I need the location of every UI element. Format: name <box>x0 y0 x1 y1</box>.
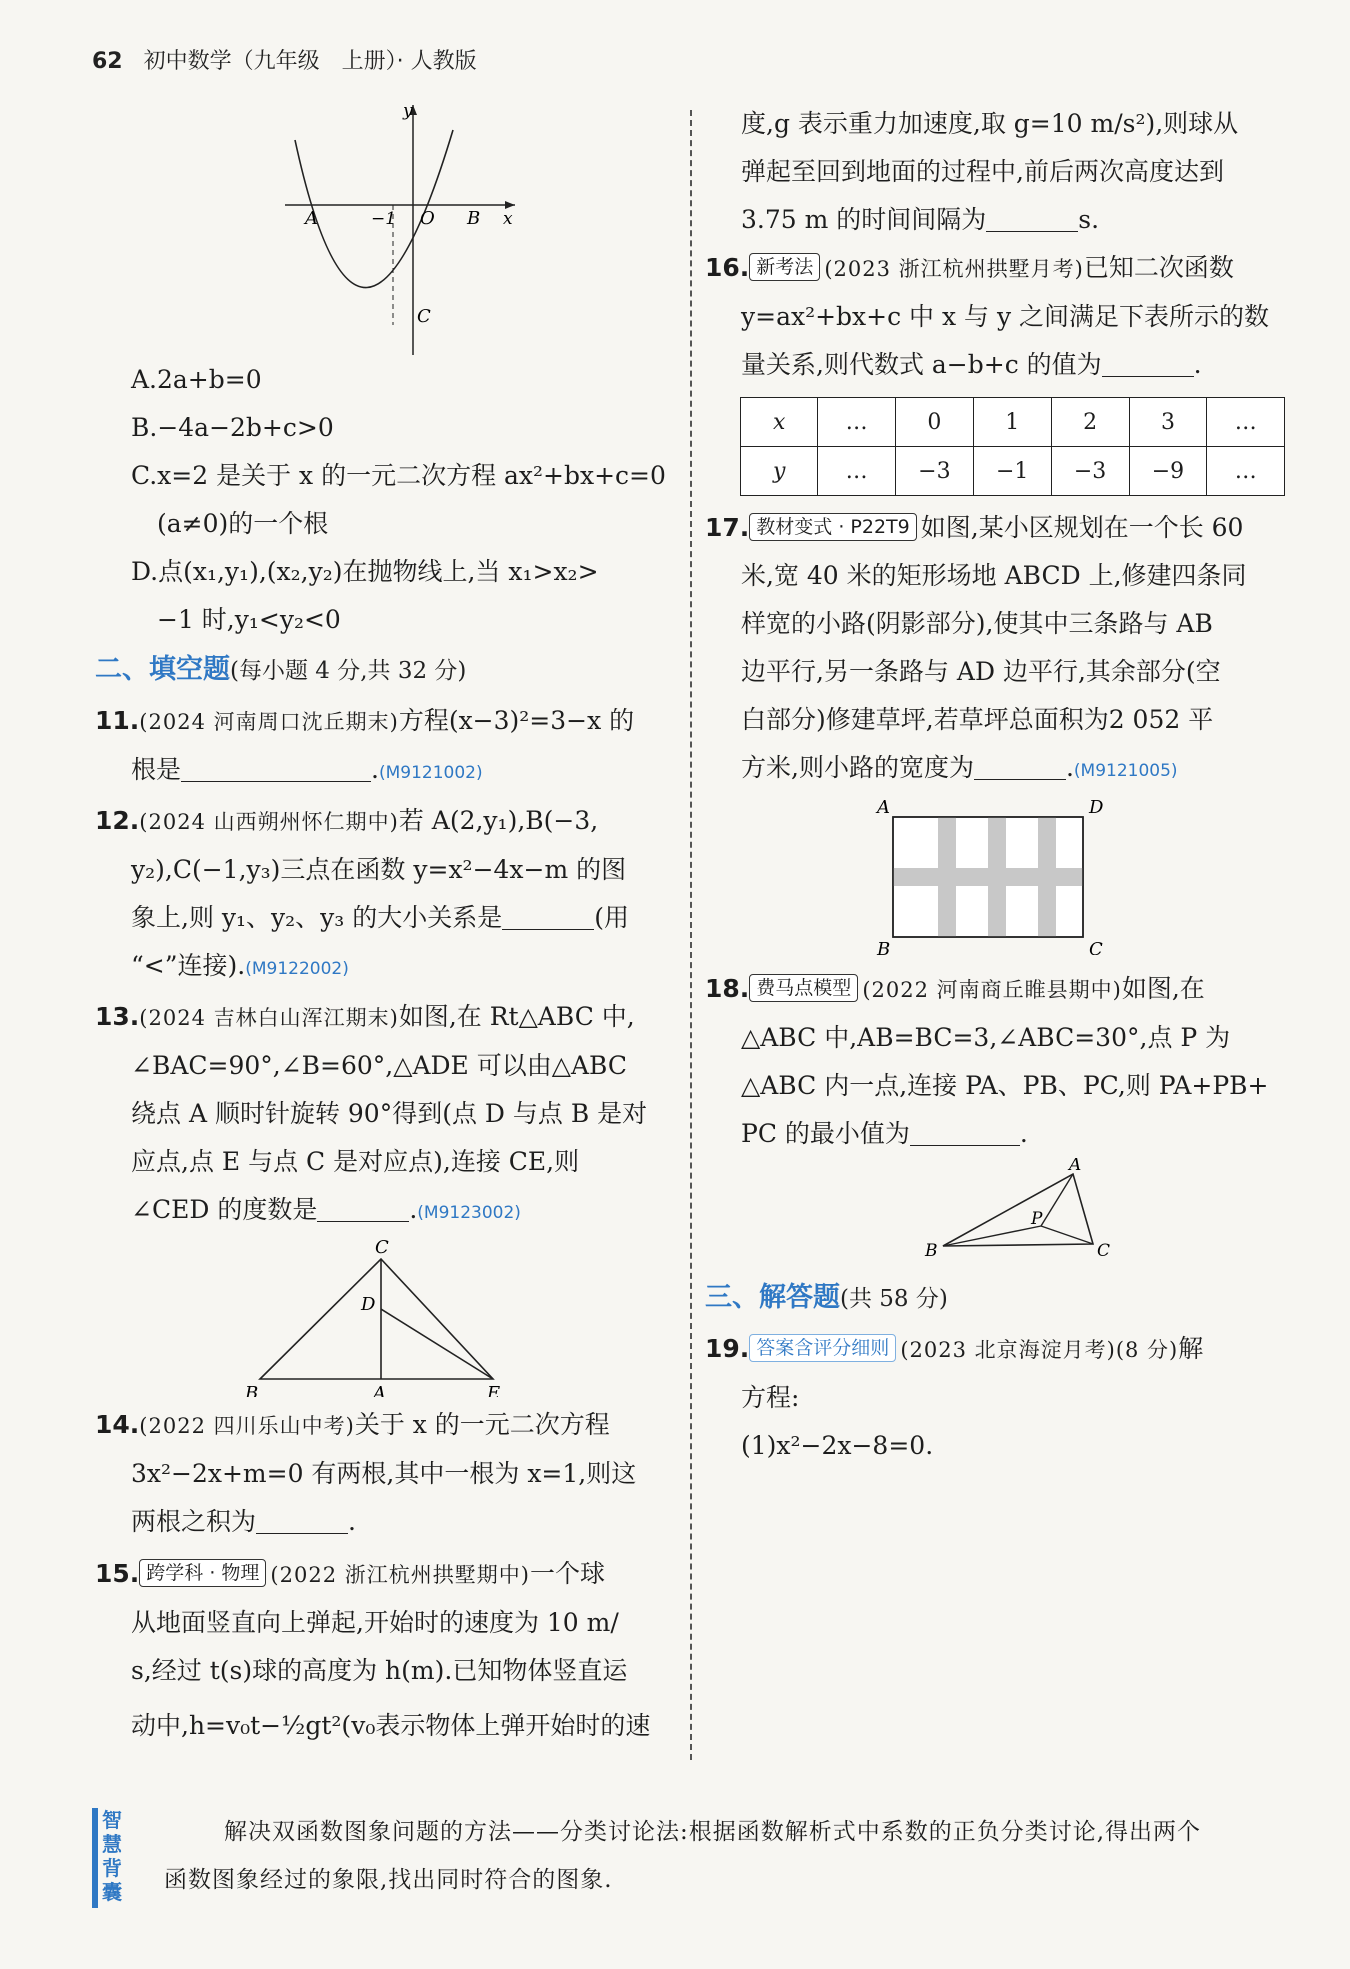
option-a: A.2a+b=0 <box>131 365 262 394</box>
q11-number: 11. <box>95 706 140 735</box>
table-cell: 0 <box>895 398 973 447</box>
q13-line4: 应点,点 E 与点 C 是对应点),连接 CE,则 <box>131 1147 580 1176</box>
q12-source: (2024 山西朔州怀仁期中) <box>139 810 399 834</box>
q12-text3: 象上,则 y₁、y₂、y₃ 的大小关系是 <box>131 903 503 932</box>
q13-end: . <box>409 1195 418 1224</box>
table-cell: 3 <box>1129 398 1207 447</box>
q11-line1 <box>95 697 680 746</box>
q15-number: 15. <box>95 1559 140 1588</box>
q14-text1: 关于 x 的一元二次方程 <box>354 1410 610 1439</box>
q17-answer-blank[interactable] <box>974 749 1066 780</box>
q15-end: s. <box>1078 205 1100 234</box>
q12-text4: “<”连接). <box>131 951 246 980</box>
label-b: B <box>467 208 481 229</box>
q12-text1: 若 A(2,y₁),B(−3, <box>398 806 599 835</box>
q11-source: (2024 河南周口沈丘期末) <box>139 710 399 734</box>
q17-code: (M9121005) <box>1073 761 1178 781</box>
q18-answer-blank[interactable] <box>910 1115 1020 1146</box>
q13-line1 <box>95 993 680 1042</box>
q16-end: . <box>1193 350 1202 379</box>
q18-source: (2022 河南商丘睢县期中) <box>862 978 1122 1002</box>
left-column <box>95 100 680 1757</box>
q18-end: . <box>1019 1119 1028 1148</box>
q17-line2: 米,宽 40 米的矩形场地 ABCD 上,修建四条同 <box>741 561 1247 590</box>
fermat-label-p: P <box>1031 1209 1043 1229</box>
q11-code: (M9121002) <box>378 763 483 783</box>
label-o: O <box>420 208 435 229</box>
tip-text <box>164 1808 1201 1904</box>
q16-line3 <box>705 341 1285 389</box>
q16-number: 16. <box>705 253 750 282</box>
q15-answer-blank[interactable] <box>986 201 1078 232</box>
figure-triangle <box>95 1237 680 1397</box>
tri-label-b: B <box>245 1383 259 1397</box>
q11-answer-blank[interactable] <box>181 751 371 782</box>
q12-line1 <box>95 797 680 846</box>
q16-line1 <box>705 244 1285 293</box>
rect-label-a: A <box>877 797 890 818</box>
table-cell: … <box>818 398 896 447</box>
page-header <box>92 44 477 75</box>
q14-line1 <box>95 1401 680 1450</box>
right-column <box>705 100 1285 1470</box>
tip-title: 智慧背囊 <box>102 1808 122 1904</box>
section-title: 二、填空题 <box>95 654 230 685</box>
q13-source: (2024 吉林白山浑江期末) <box>139 1006 399 1030</box>
q15-cont-line2: 弹起至回到地面的过程中,前后两次高度达到 <box>741 157 1224 186</box>
tri-label-d: D <box>361 1294 376 1315</box>
figure-parabola <box>95 100 680 360</box>
q15-cont-line1: 度,g 表示重力加速度,取 g=10 m/s²),则球从 <box>741 109 1239 138</box>
q15-line3: s,经过 t(s)球的高度为 h(m).已知物体竖直运 <box>131 1656 628 1685</box>
q12-answer-blank[interactable] <box>502 899 594 930</box>
section-note: (每小题 4 分,共 32 分) <box>230 658 467 684</box>
table-cell: 2 <box>1051 398 1129 447</box>
q16-text1: 已知二次函数 <box>1083 253 1234 282</box>
column-divider <box>690 110 692 1760</box>
q16-answer-blank[interactable] <box>1102 346 1194 377</box>
q19-tag: 答案含评分细则 <box>749 1334 896 1362</box>
q16-table <box>740 397 1285 496</box>
q13-line5 <box>95 1186 680 1237</box>
q14-line3 <box>95 1498 680 1546</box>
q13-text5: ∠CED 的度数是 <box>131 1195 318 1224</box>
q18-number: 18. <box>705 974 750 1003</box>
label-neg1: −1 <box>371 209 397 229</box>
table-cell: 1 <box>973 398 1051 447</box>
q19-source: (2023 北京海淀月考)(8 分) <box>900 1338 1179 1362</box>
option-b: B.−4a−2b+c>0 <box>131 413 334 442</box>
q12-line2: y₂),C(−1,y₃)三点在函数 y=x²−4x−m 的图 <box>131 855 627 884</box>
q16-source: (2023 浙江杭州拱墅月考) <box>824 257 1084 281</box>
option-d-line1: D.点(x₁,y₁),(x₂,y₂)在抛物线上,当 x₁>x₂> <box>131 557 599 586</box>
q16-line2: y=ax²+bx+c 中 x 与 y 之间满足下表所示的数 <box>741 302 1270 331</box>
q15-cont-text3: 3.75 m 的时间间隔为 <box>741 205 987 234</box>
q13-answer-blank[interactable] <box>317 1191 409 1222</box>
q12-number: 12. <box>95 806 140 835</box>
q15-line1 <box>95 1550 680 1599</box>
q17-line6 <box>705 744 1285 795</box>
figure-rectangle-paths <box>705 795 1285 955</box>
page-number: 62 <box>92 49 123 74</box>
table-cell: y <box>741 447 818 496</box>
q13-number: 13. <box>95 1002 140 1031</box>
q18-text4: PC 的最小值为 <box>741 1119 910 1148</box>
q13-text1: 如图,在 Rt△ABC 中, <box>398 1002 635 1031</box>
label-y: y <box>403 101 413 121</box>
fermat-label-c: C <box>1097 1241 1111 1261</box>
section3-note: (共 58 分) <box>840 1286 948 1312</box>
table-cell: … <box>1207 398 1285 447</box>
option-c-line2: (a≠0)的一个根 <box>157 509 329 538</box>
option-c-line1: C.x=2 是关于 x 的一元二次方程 ax²+bx+c=0 <box>131 461 666 490</box>
q17-line3: 样宽的小路(阴影部分),使其中三条路与 AB <box>741 609 1213 638</box>
q12-text3b: (用 <box>594 903 630 932</box>
q17-end: . <box>1065 753 1074 782</box>
q15-line2: 从地面竖直向上弹起,开始时的速度为 10 m/ <box>131 1608 619 1637</box>
rect-label-c: C <box>1089 939 1103 955</box>
q17-line4: 边平行,另一条路与 AD 边平行,其余部分(空 <box>741 657 1221 686</box>
q17-line5: 白部分)修建草坪,若草坪总面积为2 052 平 <box>741 705 1214 734</box>
table-cell: … <box>818 447 896 496</box>
q14-end: . <box>348 1507 356 1536</box>
table-cell: −3 <box>895 447 973 496</box>
q14-number: 14. <box>95 1410 140 1439</box>
q14-line2: 3x²−2x+m=0 有两根,其中一根为 x=1,则这 <box>131 1459 637 1488</box>
table-cell: −9 <box>1129 447 1207 496</box>
tip-box <box>92 1808 1292 1918</box>
section-solve <box>705 1272 1285 1325</box>
q12-line3 <box>95 894 680 942</box>
section-fill-in <box>95 644 680 697</box>
label-c: C <box>417 306 431 327</box>
q11-text2: 根是 <box>131 755 182 784</box>
q15-cont-line3 <box>705 196 1285 244</box>
q13-code: (M9123002) <box>417 1203 521 1223</box>
tip-bar <box>92 1808 98 1908</box>
book-title: 初中数学（九年级 上册）· 人教版 <box>143 49 477 74</box>
table-cell: x <box>741 398 818 447</box>
q14-source: (2022 四川乐山中考) <box>139 1414 355 1438</box>
q18-text1: 如图,在 <box>1121 974 1205 1003</box>
fermat-label-a: A <box>1069 1158 1082 1175</box>
q18-line4 <box>705 1110 1285 1158</box>
q12-code: (M9122002) <box>245 959 349 979</box>
table-cell: −1 <box>973 447 1051 496</box>
rect-label-d: D <box>1089 797 1104 818</box>
figure-fermat <box>705 1158 1285 1268</box>
fermat-label-b: B <box>925 1241 938 1261</box>
rect-label-b: B <box>877 939 891 955</box>
table-row-y <box>741 447 1285 496</box>
tri-label-c: C <box>375 1237 389 1258</box>
q17-text1: 如图,某小区规划在一个长 60 <box>920 513 1244 542</box>
q15-text1: 一个球 <box>529 1559 605 1588</box>
q14-text3: 两根之积为 <box>131 1507 257 1536</box>
q19-line1 <box>705 1325 1285 1374</box>
q17-text6: 方米,则小路的宽度为 <box>741 753 974 782</box>
q19-text1: 解 <box>1178 1334 1204 1363</box>
q15-line4: 动中,h=v₀t−½gt²(v₀表示物体上弹开始时的速 <box>131 1711 651 1740</box>
q13-line3: 绕点 A 顺时针旋转 90°得到(点 D 与点 B 是对 <box>131 1099 648 1128</box>
q16-text3: 量关系,则代数式 a−b+c 的值为 <box>741 350 1102 379</box>
q19-number: 19. <box>705 1334 750 1363</box>
label-a: A <box>305 208 318 229</box>
table-cell: … <box>1207 447 1285 496</box>
option-d-line2: −1 时,y₁<y₂<0 <box>157 605 341 634</box>
section3-title: 三、解答题 <box>705 1282 840 1313</box>
tri-label-a: A <box>373 1383 386 1397</box>
q17-tag: 教材变式 · P22T9 <box>749 513 916 541</box>
table-row-x <box>741 398 1285 447</box>
tri-label-e: E <box>487 1383 501 1397</box>
q17-line1 <box>705 504 1285 552</box>
q13-line2: ∠BAC=90°,∠B=60°,△ADE 可以由△ABC <box>131 1051 627 1080</box>
q18-line3: △ABC 内一点,连接 PA、PB、PC,则 PA+PB+ <box>741 1071 1269 1100</box>
q18-tag: 费马点模型 <box>749 974 858 1002</box>
q19-line3: (1)x²−2x−8=0. <box>741 1431 934 1460</box>
label-x: x <box>503 209 513 229</box>
q15-source: (2022 浙江杭州拱墅期中) <box>270 1563 530 1587</box>
tip-line2: 函数图象经过的象限,找出同时符合的图象. <box>164 1867 613 1893</box>
table-cell: −3 <box>1051 447 1129 496</box>
q11-end: . <box>371 755 379 784</box>
q17-number: 17. <box>705 513 750 542</box>
q12-line4 <box>95 942 680 993</box>
tip-line1: 解决双函数图象问题的方法——分类讨论法:根据函数解析式中系数的正负分类讨论,得出两个 <box>224 1819 1202 1845</box>
q14-answer-blank[interactable] <box>256 1503 348 1534</box>
q16-tag: 新考法 <box>749 253 820 281</box>
q18-line2: △ABC 中,AB=BC=3,∠ABC=30°,点 P 为 <box>741 1023 1231 1052</box>
q11-text: 方程(x−3)²=3−x 的 <box>398 706 635 735</box>
q18-line1 <box>705 965 1285 1014</box>
q19-line2: 方程: <box>741 1383 800 1412</box>
q15-tag: 跨学科 · 物理 <box>139 1559 266 1587</box>
q11-line2 <box>95 746 680 797</box>
